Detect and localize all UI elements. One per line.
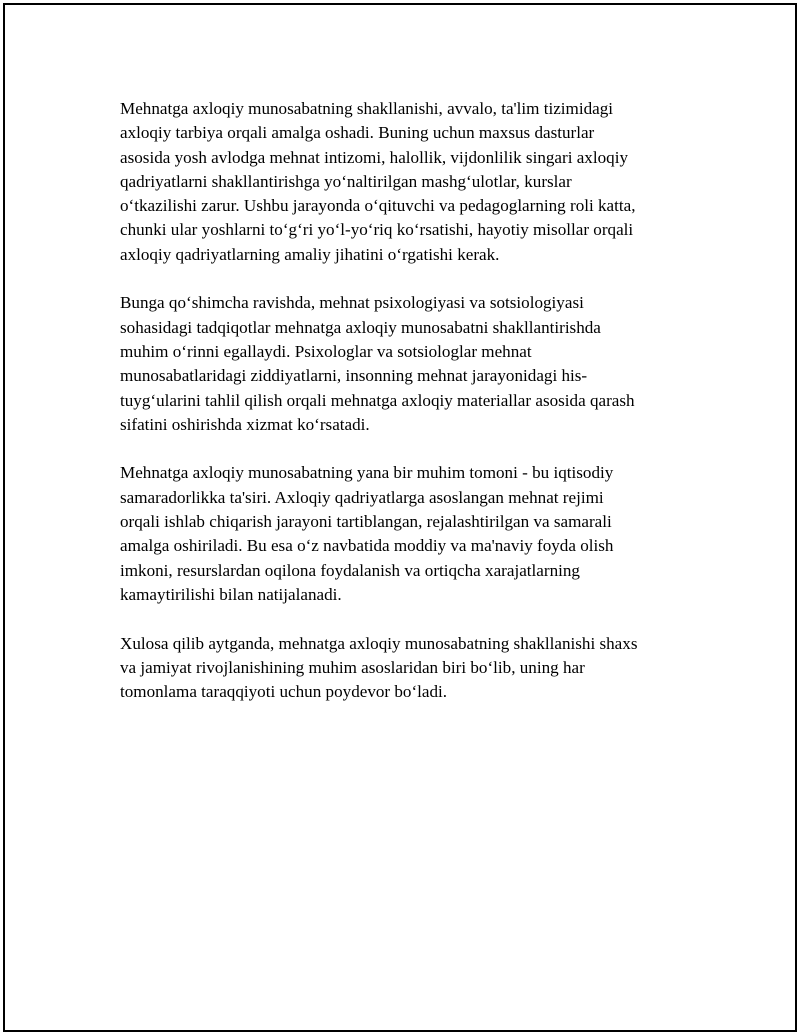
text-line: va jamiyat rivojlanishining muhim asoslaridan biri bo‘lib, uning har <box>120 657 585 677</box>
text-line: sohasidagi tadqiqotlar mehnatga axloqiy munosabatni shakllantirishda <box>120 317 601 337</box>
document-page <box>3 3 797 1032</box>
text-line: sifatini oshirishda xizmat ko‘rsatadi. <box>120 414 370 434</box>
text-line: Xulosa qilib aytganda, mehnatga axloqiy munosabatning shakllanishi shaxs <box>120 633 638 653</box>
paragraph-2 <box>120 291 680 437</box>
text-line: axloqiy qadriyatlarning amaliy jihatini o‘rgatishi kerak. <box>120 244 500 264</box>
text-line: munosabatlaridagi ziddiyatlarni, insonning mehnat jarayonidagi his- <box>120 366 588 386</box>
paragraph-4 <box>120 632 680 705</box>
paragraph-1 <box>120 97 680 267</box>
text-line: samaradorlikka ta'siri. Axloqiy qadriyatlarga asoslangan mehnat rejimi <box>120 487 604 507</box>
text-line: tomonlama taraqqiyoti uchun poydevor bo‘ladi. <box>120 682 448 702</box>
text-line: Bunga qo‘shimcha ravishda, mehnat psixologiyasi va sotsiologiyasi <box>120 293 584 313</box>
text-line: tuyg‘ularini tahlil qilish orqali mehnatga axloqiy materiallar asosida qarash <box>120 390 635 410</box>
text-line: imkoni, resurslardan oqilona foydalanish va ortiqcha xarajatlarning <box>120 560 580 580</box>
paragraph-3 <box>120 461 680 607</box>
text-line: qadriyatlarni shakllantirishga yo‘naltirilgan mashg‘ulotlar, kurslar <box>120 171 572 191</box>
text-line: Mehnatga axloqiy munosabatning yana bir muhim tomoni - bu iqtisodiy <box>120 463 614 483</box>
text-line: asosida yosh avlodga mehnat intizomi, halollik, vijdonlilik singari axloqiy <box>120 147 628 167</box>
text-line: axloqiy tarbiya orqali amalga oshadi. Buning uchun maxsus dasturlar <box>120 123 595 143</box>
document-body <box>120 97 680 729</box>
text-line: orqali ishlab chiqarish jarayoni tartiblangan, rejalashtirilgan va samarali <box>120 512 612 532</box>
text-line: Mehnatga axloqiy munosabatning shakllanishi, avvalo, ta'lim tizimidagi <box>120 99 614 118</box>
text-line: chunki ular yoshlarni to‘g‘ri yo‘l-yo‘riq ko‘rsatishi, hayotiy misollar orqali <box>120 220 634 240</box>
text-line: muhim o‘rinni egallaydi. Psixologlar va sotsiologlar mehnat <box>120 341 532 361</box>
text-line: amalga oshiriladi. Bu esa o‘z navbatida moddiy va ma'naviy foyda olish <box>120 536 614 556</box>
text-line: kamaytirilishi bilan natijalanadi. <box>120 584 342 604</box>
text-line: o‘tkazilishi zarur. Ushbu jarayonda o‘qituvchi va pedagoglarning roli katta, <box>120 196 636 216</box>
